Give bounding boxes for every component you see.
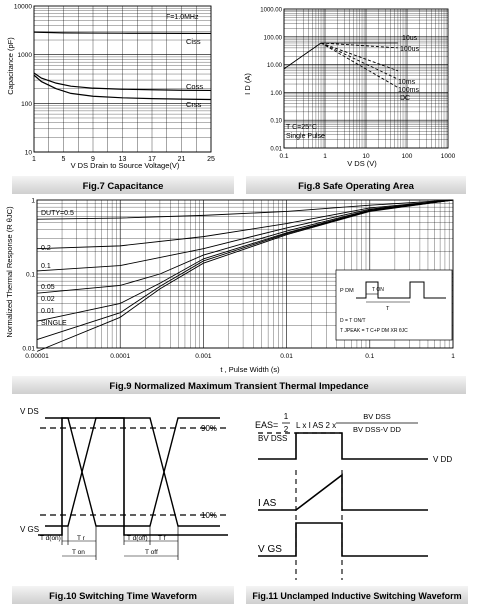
fig7-xtick-label: 9 — [91, 156, 95, 163]
fig7-title: Fig.7 Capacitance — [82, 181, 164, 192]
fig9-inset-pulse-diagram — [336, 270, 452, 340]
capacitance-chart — [14, 4, 215, 164]
fig10-tf-label: T f — [158, 535, 166, 542]
fig7-xtick-label: 1 — [32, 156, 36, 163]
fig11-half-denominator: 2 — [283, 425, 289, 434]
fig8-ytick-label: 0.01 — [270, 146, 282, 153]
fig7-xtick-label: 25 — [207, 156, 215, 163]
fig10-toff-label: T off — [145, 549, 158, 556]
fig7-xlabel: V DS Drain to Source Voltage(V) — [70, 161, 180, 170]
fig11-fraction-numerator: BV DSS — [363, 412, 391, 421]
fig9-series-label-3: 0.05 — [41, 284, 55, 291]
fig10-title: Fig.10 Switching Time Waveform — [49, 591, 197, 602]
fig8-xlabel: V DS (V) — [347, 159, 377, 168]
fig7-xtick-label: 5 — [61, 156, 66, 163]
fig7-ytick-label: 1000 — [17, 52, 32, 60]
fig9-xtick-label: 0.00001 — [25, 353, 49, 360]
fig8-pulse-annotation: Single Pulse — [286, 133, 325, 140]
fig8-xtick-label: 1000 — [440, 153, 456, 160]
fig7-xtick-label: 13 — [118, 156, 127, 163]
fig8-series-label-10us: 10us — [402, 35, 418, 42]
fig8-series-label-100us: 100us — [400, 46, 420, 53]
fig11-vgs-label: V GS — [258, 544, 282, 555]
fig11-lias-term: L x I AS 2 x — [296, 421, 337, 430]
fig11-bvdss-label: BV DSS — [258, 434, 288, 443]
fig7-ytick-label: 10000 — [13, 3, 32, 11]
fig11-ias-label: I AS — [258, 498, 277, 509]
fig7-frequency-annotation: F=1.0MHz — [166, 14, 199, 21]
fig9-series-label-4: 0.02 — [41, 296, 55, 303]
fig8-ytick-label: 10.00 — [266, 63, 282, 70]
fig7-series-label-coss: Coss — [186, 82, 204, 91]
fig7-ytick-label: 10 — [24, 149, 32, 157]
fig10-tr-label: T r — [77, 535, 85, 542]
fig11-half-numerator: 1 — [283, 412, 289, 421]
fig10-90pct-label: 90% — [201, 424, 218, 433]
fig11-fraction-denominator: BV DSS-V DD — [353, 425, 401, 434]
fig11-vdd-label: V DD — [433, 455, 453, 464]
fig8-ylabel: I D (A) — [243, 73, 252, 95]
fig8-xtick-label: 10 — [362, 153, 370, 160]
inset-pdm-label: P DM — [340, 288, 354, 294]
fig9-ytick-label: 0.01 — [22, 345, 35, 353]
fig8-ytick-label: 1.00 — [270, 90, 282, 97]
fig8-ytick-label: 100.00 — [263, 35, 282, 42]
fig10-vds-label: V DS — [20, 407, 39, 416]
fig9-series-label-6: SINGLE — [41, 320, 67, 327]
fig11-title: Fig.11 Unclamped Inductive Switching Waveform — [252, 591, 462, 601]
fig7-series-label-crss: Crss — [186, 100, 202, 109]
fig8-tc-annotation: T C=25°C — [286, 124, 317, 131]
fig8-series-label-DC: DC — [400, 95, 411, 102]
fig9-series-label-5: 0.01 — [41, 308, 55, 315]
fig7-ytick-label: 100 — [21, 100, 32, 108]
inset-duty-formula: D = T ON/T — [340, 318, 366, 324]
fig9-xtick-label: 0.01 — [280, 353, 293, 360]
fig9-series-label-1: 0.2 — [41, 245, 51, 252]
fig10-ton-label: T on — [72, 549, 85, 556]
fig10-tdoff-label: T d(off) — [127, 535, 148, 542]
fig9-series-label-0: DUTY=0.5 — [41, 210, 74, 217]
fig10-vgs-label: V GS — [20, 525, 40, 534]
unclamped-inductive-waveform — [258, 423, 428, 580]
fig10-tdon-label: T d(on) — [40, 535, 61, 542]
fig8-title: Fig.8 Safe Operating Area — [298, 181, 414, 192]
fig8-ytick-label: 1000.00 — [260, 7, 282, 14]
fig9-xlabel: t , Pulse Width (s) — [220, 365, 280, 374]
fig9-xtick-label: 0.0001 — [110, 353, 131, 360]
fig9-xtick-label: 0.001 — [195, 353, 212, 360]
inset-tj-formula: T JPEAK = T C+P DM XR θJC — [340, 328, 408, 334]
fig8-xtick-label: 100 — [401, 153, 413, 160]
fig9-xtick-label: 1 — [451, 353, 455, 360]
fig7-series-label-ciss: Ciss — [186, 37, 201, 46]
fig8-series-label-10ms: 10ms — [398, 79, 416, 86]
fig11-eas-label: EAS= — [255, 420, 279, 430]
fig8-ytick-label: 0.10 — [270, 118, 282, 125]
fig8-series-label-100ms: 100ms — [398, 87, 420, 94]
fig9-ytick-label: 0.1 — [25, 271, 35, 279]
fig9-ylabel: Normalized Thermal Response (R θJC) — [5, 206, 14, 338]
fig7-xtick-label: 17 — [148, 156, 156, 163]
fig9-series-label-2: 0.1 — [41, 263, 51, 270]
fig7-ylabel: Capacitance (pF) — [6, 37, 15, 95]
fig8-xtick-label: 0.1 — [279, 153, 289, 160]
fig9-ytick-label: 1 — [31, 197, 35, 205]
fig9-title: Fig.9 Normalized Maximum Transient Thermal Impedance — [109, 381, 369, 392]
fig9-xtick-label: 0.1 — [365, 353, 375, 360]
fig10-10pct-label: 10% — [201, 511, 218, 520]
fig8-xtick-label: 1 — [323, 153, 327, 160]
fig7-xtick-label: 21 — [177, 156, 186, 163]
inset-t-label: T — [386, 306, 390, 312]
inset-ton-label: T ON — [372, 287, 384, 293]
